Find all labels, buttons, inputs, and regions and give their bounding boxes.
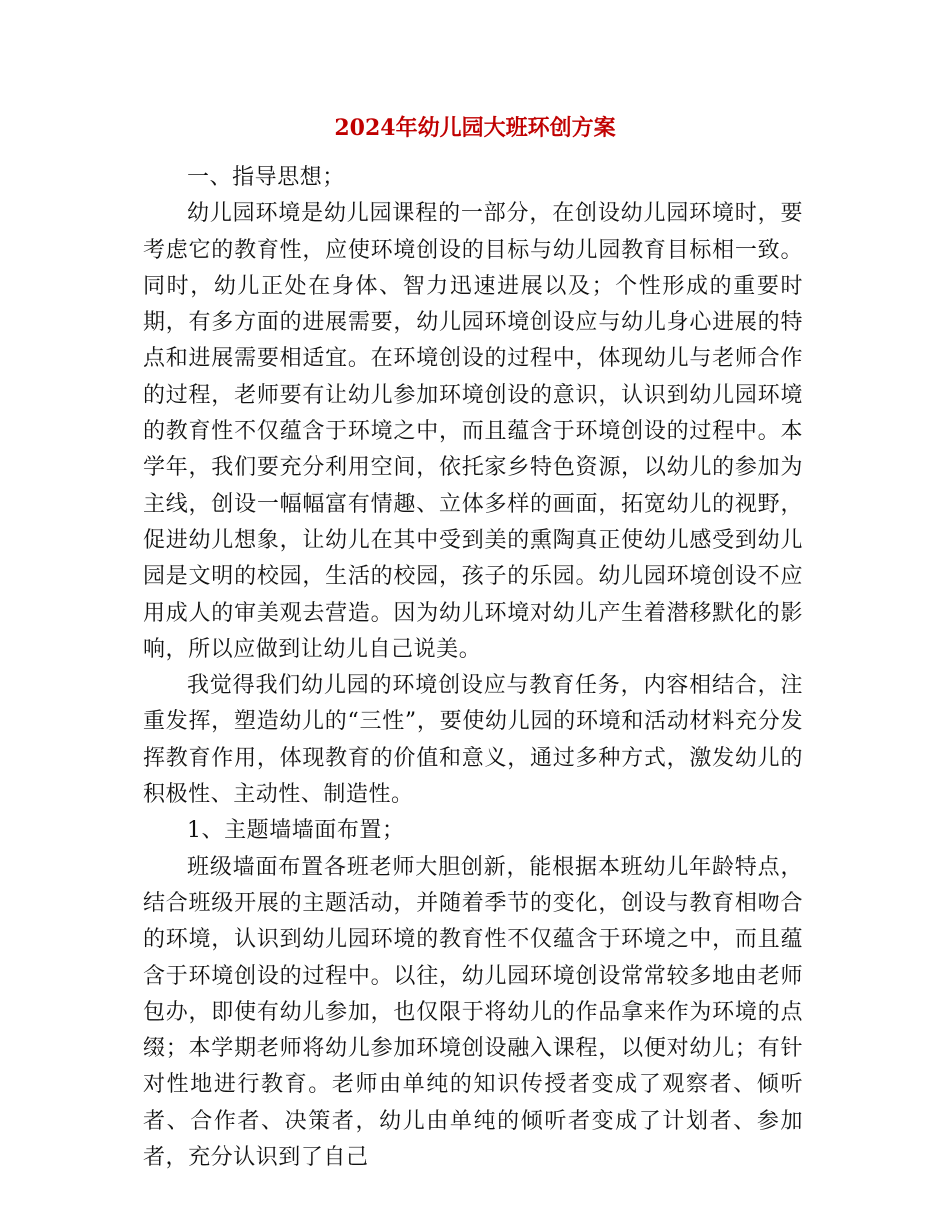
section-heading-theme-wall: 1、主题墙墙面布置；	[187, 818, 405, 844]
document-body	[143, 160, 803, 1176]
paragraph-wall-layout: 班级墙面布置各班老师大胆创新，能根据本班幼儿年龄特点，结合班级开展的主题活动，并随着季节的变化，创设与教育相吻合的环境，认识到幼儿园环境的教育性不仅蕴含于环境之中，而且蕴含于环境创设的过程中。以往，幼儿园环境创设常常较多地由老师包办，即使有幼儿参加，也仅限于将幼儿的作品拿来作为环境的点缀；本学期老师将幼儿参加环境创设融入课程，以便对幼儿；有针对性地进行教育。老师由单纯的知识传授者变成了观察者、倾听者、合作者、决策者，幼儿由单纯的倾听者变成了计划者、参加者，充分认识到了自己	[143, 854, 803, 1171]
section-heading-guiding-ideology: 一、指导思想；	[187, 165, 345, 190]
paragraph-environment-education: 幼儿园环境是幼儿园课程的一部分，在创设幼儿园环境时，要考虑它的教育性，应使环境创设的目标与幼儿园教育目标相一致。同时，幼儿正处在身体、智力迅速进展以及；个性形成的重要时期，有多方面的进展需要，幼儿园环境创设应与幼儿身心进展的特点和进展需要相适宜。在环境创设的过程中，体现幼儿与老师合作的过程，老师要有让幼儿参加环境创设的意识，认识到幼儿园环境的教育性不仅蕴含于环境之中，而且蕴含于环境创设的过程中。本学年，我们要充分利用空间，依托家乡特色资源，以幼儿的参加为主线，创设一幅幅富有情趣、立体多样的画面，拓宽幼儿的视野，促进幼儿想象，让幼儿在其中受到美的熏陶真正使幼儿感受到幼儿园是文明的校园，生活的校园，孩子的乐园。幼儿园环境创设不应用成人的审美观去营造。因为幼儿环境对幼儿产生着潜移默化的影响，所以应做到让幼儿自己说美。	[143, 201, 803, 662]
document-title: 2024年幼儿园大班环创方案	[334, 115, 616, 141]
paragraph-three-qualities: 我觉得我们幼儿园的环境创设应与教育任务，内容相结合，注重发挥，塑造幼儿的“三性”，要使幼儿园的环境和活动材料充分发挥教育作用，体现教育的价值和意义，通过多种方式，激发幼儿的积极性、主动性、制造性。	[143, 673, 803, 808]
